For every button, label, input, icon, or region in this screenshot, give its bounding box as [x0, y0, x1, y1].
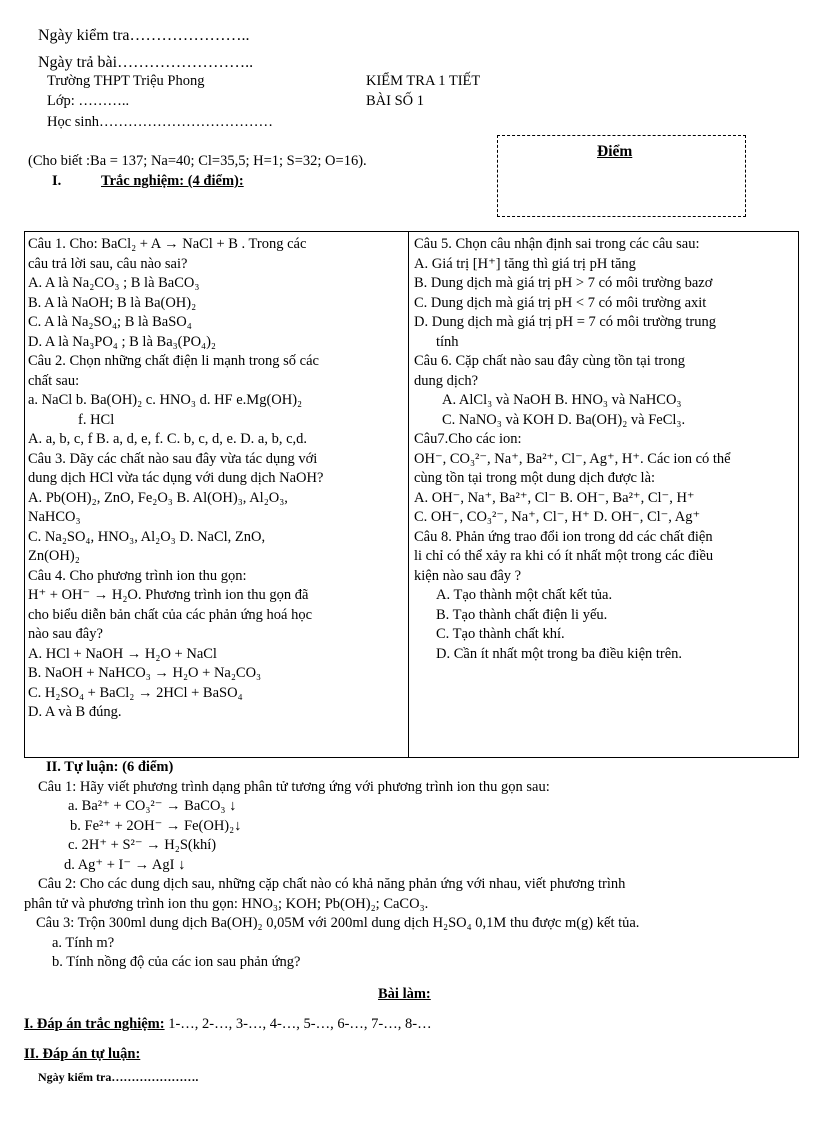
q2-items: a. NaCl b. Ba(OH)₂ c. HNO₃ d. HF e.Mg(OH)₂	[28, 392, 303, 408]
essay-q3-item: a. Tính m?	[52, 934, 115, 951]
essay-q2: phân tử và phương trình ion thu gọn: HNO₃; KOH; Pb(OH)₂; CaCO₃.	[24, 895, 429, 912]
section1-number: I.	[52, 173, 62, 189]
left-column	[28, 235, 404, 723]
q6-line: dung dịch?	[414, 372, 479, 389]
essay-q3-item: b. Tính nồng độ của các ion sau phản ứng?	[52, 954, 301, 970]
q2-items: f. HCl	[78, 411, 115, 428]
q6-option: A. AlCl₃ và NaOH B. HNO₃ và NaHCO₃	[442, 392, 682, 408]
work-heading: Bài làm:	[378, 986, 431, 1002]
q7-line: Câu7.Cho các ion:	[414, 431, 522, 447]
q4-option: C. H₂SO₄ + BaCl₂ → 2HCl + BaSO₄	[28, 684, 243, 701]
essay-q1: Câu 1: Hãy viết phương trình dạng phân tử tương ứng với phương trình ion thu gọn sau:	[38, 778, 550, 795]
q1-option: B. A là NaOH; B là Ba(OH)₂	[28, 294, 197, 311]
essay-q1-item: d. Ag⁺ + I⁻ → AgI ↓	[64, 856, 186, 873]
school-name: Trường THPT Triệu Phong	[47, 73, 205, 89]
q4-line: Câu 4. Cho phương trình ion thu gọn:	[28, 567, 247, 584]
student-line: Học sinh………………………………	[47, 114, 273, 130]
exam-title: KIỂM TRA 1 TIẾT	[366, 73, 481, 89]
q1-line: Câu 1. Cho: BaCl₂ + A → NaCl + B . Trong các	[28, 236, 307, 252]
score-label: Điểm	[597, 143, 633, 160]
return-date: Ngày trả bài……………………..	[38, 54, 254, 71]
exam-date: Ngày kiểm tra…………………..	[38, 27, 250, 44]
q8-option: D. Cần ít nhất một trong ba điều kiện trên.	[436, 645, 683, 662]
exam-number: BÀI SỐ 1	[366, 93, 425, 109]
q8-option: B. Tạo thành chất điện li yếu.	[436, 606, 608, 623]
q2-options: A. a, b, c, f B. a, d, e, f. C. b, c, d, e. D. a, b, c,d.	[28, 431, 308, 447]
section1-title: Trắc nghiệm: (4 điểm):	[101, 173, 244, 189]
class-line: Lớp: ………..	[47, 93, 130, 109]
q4-line: H⁺ + OH⁻ → H₂O. Phương trình ion thu gọn đã	[28, 587, 309, 603]
essay-q1-item: c. 2H⁺ + S²⁻ → H₂S(khí)	[68, 837, 217, 853]
q8-line: li chỉ có thể xảy ra khi có ít nhất một trong các điều	[414, 548, 714, 564]
q5-option: D. Dung dịch mà giá trị pH = 7 có môi trường trung	[414, 314, 716, 330]
q1-line: câu trả lời sau, câu nào sai?	[28, 255, 188, 272]
q4-line: cho biểu diễn bản chất của các phản ứng hoá học	[28, 606, 313, 623]
q1-option: D. A là Na₃PO₄ ; B là Ba₃(PO₄)₂	[28, 333, 216, 350]
essay-answer-label: II. Đáp án tự luận:	[24, 1046, 141, 1062]
q7-option: C. OH⁻, CO₃²⁻, Na⁺, Cl⁻, H⁺ D. OH⁻, Cl⁻, Ag⁺	[414, 509, 701, 525]
q5-line: Câu 5. Chọn câu nhận định sai trong các câu sau:	[414, 236, 700, 252]
q3-option: NaHCO₃	[28, 509, 81, 525]
q3-option: C. Na₂SO₄, HNO₃, Al₂O₃ D. NaCl, ZnO,	[28, 528, 266, 545]
essay-q2: Câu 2: Cho các dung dịch sau, những cặp chất nào có khả năng phản ứng với nhau, viết phương trình	[38, 876, 626, 892]
q6-line: Câu 6. Cặp chất nào sau đây cùng tồn tại trong	[414, 353, 686, 369]
q5-option: B. Dung dịch mà giá trị pH > 7 có môi trường bazơ	[414, 275, 713, 291]
essay-section	[24, 758, 794, 973]
right-column	[414, 235, 796, 664]
given-constants: (Cho biết :Ba = 137; Na=40; Cl=35,5; H=1; S=32; O=16).	[28, 153, 367, 169]
essay-q1-item: a. Ba²⁺ + CO₃²⁻ → BaCO₃ ↓	[68, 798, 237, 814]
mc-answer-line	[24, 1016, 432, 1033]
essay-q1-item: b. Fe²⁺ + 2OH⁻ → Fe(OH)₂↓	[70, 817, 242, 834]
q7-option: A. OH⁻, Na⁺, Ba²⁺, Cl⁻ B. OH⁻, Ba²⁺, Cl⁻, H⁺	[414, 489, 695, 506]
q2-line: chất sau:	[28, 372, 80, 389]
q8-line: Câu 8. Phản ứng trao đổi ion trong dd các chất điện	[414, 528, 713, 545]
q7-ions: OH⁻, CO₃²⁻, Na⁺, Ba²⁺, Cl⁻, Ag⁺, H⁺. Các ion có thể	[414, 450, 731, 467]
essay-q3: Câu 3: Trộn 300ml dung dịch Ba(OH)₂ 0,05M với 200ml dung dịch H₂SO₄ 0,1M thu được m(g) kết tủa.	[36, 915, 640, 931]
q7-line: cùng tồn tại trong một dung dịch được là:	[414, 470, 656, 486]
column-divider	[408, 231, 409, 757]
mc-answer-blanks: 1-…, 2-…, 3-…, 4-…, 5-…, 6-…, 7-…, 8-…	[168, 1016, 432, 1032]
q5-option: A. Giá trị [H⁺] tăng thì giá trị pH tăng	[414, 255, 636, 272]
q1-option: C. A là Na₂SO₄; B là BaSO₄	[28, 314, 192, 330]
q3-option: A. Pb(OH)₂, ZnO, Fe₂O₃ B. Al(OH)₃, Al₂O₃,	[28, 489, 288, 506]
mc-answer-label: I. Đáp án trắc nghiệm:	[24, 1016, 165, 1032]
q5-option: C. Dung dịch mà giá trị pH < 7 có môi trường axit	[414, 294, 707, 311]
q4-option: D. A và B đúng.	[28, 704, 122, 720]
q5-option: tính	[436, 333, 459, 350]
q8-option: C. Tạo thành chất khí.	[436, 626, 565, 642]
q8-option: A. Tạo thành một chất kết tủa.	[436, 587, 613, 603]
q3-option: Zn(OH)₂	[28, 548, 80, 564]
q3-line: dung dịch HCl vừa tác dụng với dung dịch NaOH?	[28, 470, 324, 486]
q8-line: kiện nào sau đây ?	[414, 567, 522, 584]
q4-line: nào sau đây?	[28, 626, 103, 642]
section2-title: II. Tự luận: (6 điểm)	[46, 759, 174, 775]
q3-line: Câu 3. Dãy các chất nào sau đây vừa tác dụng với	[28, 450, 318, 467]
q2-line: Câu 2. Chọn những chất điện li mạnh trong số các	[28, 353, 319, 369]
q1-option: A. A là Na₂CO₃ ; B là BaCO₃	[28, 275, 200, 291]
exam-date-footer: Ngày kiểm tra………………….	[38, 1070, 199, 1084]
q6-option: C. NaNO₃ và KOH D. Ba(OH)₂ và FeCl₃.	[442, 411, 686, 428]
q4-option: A. HCl + NaOH → H₂O + NaCl	[28, 645, 217, 662]
q4-option: B. NaOH + NaHCO₃ → H₂O + Na₂CO₃	[28, 665, 262, 681]
